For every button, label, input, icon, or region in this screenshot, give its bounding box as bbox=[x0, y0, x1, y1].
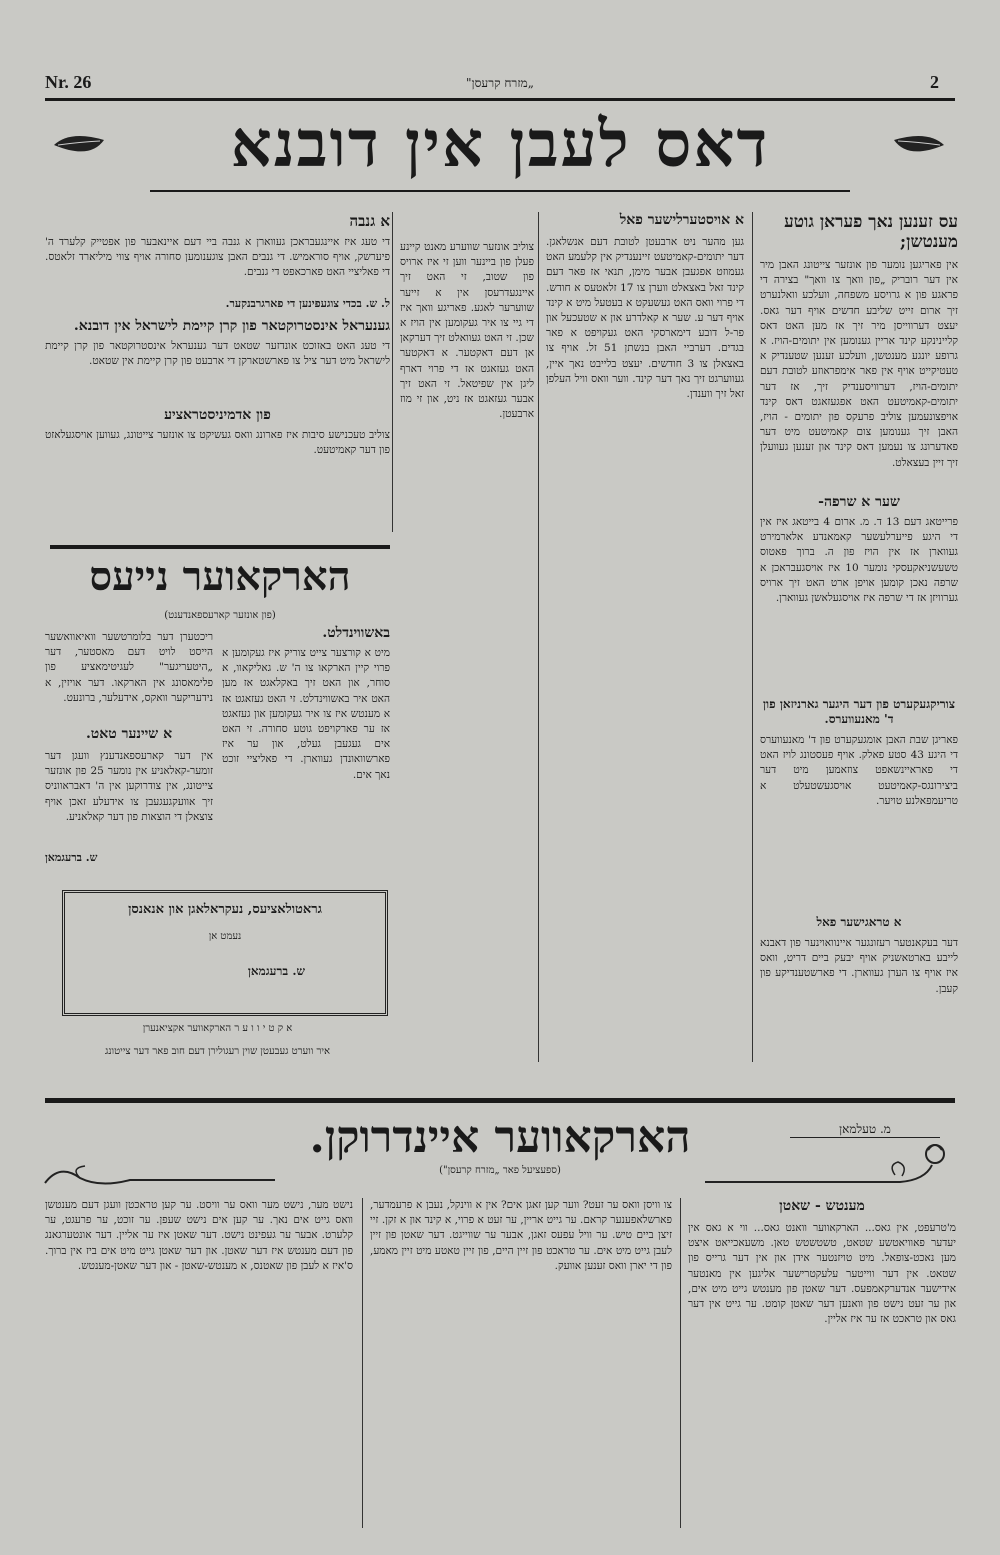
harkav-column-1 bbox=[222, 625, 390, 880]
notice-box-title: גראטולאציעס, נעקראלאגן און אנאנסן bbox=[128, 902, 322, 917]
column-3-body-3: צוליב טעכנישע סיבות איז פארונג וואס געשיקט צו אונזער צייטונג, געווען אויסגעלאזט פון דער קאמיטעט. bbox=[45, 429, 390, 457]
flower-ornament-right-icon bbox=[700, 1140, 960, 1190]
harkav-body: מיט א קורצער צייט צוריק איז געקומען א פרוי קיין הארקאו צו ה' ש. גאליקאוו, א סוחר, און האט זיך באקלאגט אז מען האט איר באשווינדלט. זי האט געזאגט אז א מענטש איז צו איר געקומען און געזאגט אז ער פארקויפט גוטע סחורה. זי האט אים געגעבן געלט, און ער איז פארשוואונדן געווארן. די פאליציי זוכט נאך אים. bbox=[222, 647, 390, 781]
column-rule bbox=[680, 1198, 681, 1528]
column-rule bbox=[392, 212, 393, 532]
notice-box-subtitle: נעמט אן bbox=[208, 931, 242, 942]
harkav-signature: ש. ברעגמאן bbox=[45, 851, 98, 864]
column-1 bbox=[760, 212, 958, 1072]
paper-name: „מזרח קרעסן" bbox=[466, 76, 534, 90]
scroll-ornament-left-icon bbox=[40, 1158, 280, 1188]
lower-author: מ. טעלמאן bbox=[790, 1122, 940, 1138]
column-1-headline: עס זענען נאך פעראן גוטע מענטשן; bbox=[784, 212, 958, 252]
column-1-body: אין פאריגען נומער פון אונזער צייטונג האבן מיר אין דער רובריק „פון וואך צו וואך" בצירה די פראגע פון א גרויסע משפחה, וועלכע וואלנערט זיך ארום זייט שליבע חדשים אויף דער גאס. יעצט דערווייסן מיר זיך אז מען האט דאס קליינינקע קינד אריין גענומען אין יתומים-הויז. א גרופע יונגע מענטשן, וועלכע זענען שטענדיק א טעטיקייט אויף אין פאר אימפראוזע לטובת דעם יתומים-הויז, דערוויסענדיק זיך, אז דער יתומים-קאמיטעט האט אפגעזאגט דאס קינד אויפצונעמען צוליב פרעקס פון יתומים - הויז, האבן זיך גענומען צום קאמיטעט מיט דער פאדערונג צו נעמען דאס קינד און זענען געוועלן זיך זיין בעצאלט. bbox=[760, 259, 958, 469]
leaf-ornament-right-icon bbox=[890, 128, 948, 162]
lower-column-1-body: מ'טרעפט, אין גאס... הארקאווער וואנט גאס... ווי א גאס אין יעדער פאוויאטשע שטאט, טשטשטש טאן. משעאכייאט איצט מען נאכט-צופאל. מיט טויזנטער אידן און אין דער גרייס פון שטאט. אין דער ווייטער עלעקטרישער אליגען אין מאנטער אידישער אנדערקאמפעס. דער שאטן פון מענטש גייט מיט אים, און ער זעט נישט פון וואנען דער שאטן קומט. ער גייט אין דער גאס און טראכט אז ער איז אליין. bbox=[688, 1222, 956, 1326]
column-3-headline-2: גענעראל אינסטרוקטאר פון קרן קיימת לישראל אין דובנא. bbox=[73, 318, 390, 334]
harkav-headline: באשווינדלט. bbox=[322, 625, 390, 641]
harkav-headline-2: א שיינער טאט. bbox=[85, 726, 173, 742]
notice-box bbox=[62, 890, 388, 1016]
column-4 bbox=[400, 240, 534, 1062]
column-3 bbox=[45, 212, 390, 532]
column-1-subhead-3: א טראגישער פאל bbox=[816, 915, 902, 929]
harkav-credit: (פון אונזער קארעספאנדענט) bbox=[164, 610, 276, 621]
harkav-body-2: אין דער קארעספאנדענץ וועגן דער זומער-קאלאניע אין נומער 25 פון אונזער צייטונג, אין צודרוקען אין ה' דאבראווניס זיך אוועקגעגעבן צו אידעלע זאכן אויף צוצאלן די הוצאות פון דער קאלאניע. bbox=[45, 750, 213, 823]
lower-column-3-body: נישט מער, נישט מער וואס ער וויסט. ער קען טראכטן וועגן דעם מענטשן וואס גייט אים נאך. ער קען אים נישט שעפן. ער זוכט, ער פרעגט, ער קלערט. אבער ער געפינט נישט. דער שאטן איז ער אליין. דער אונטערגאנג פון דעם מענטש איז דער שאטן. און דער שאטן גייט מיט אים ביז אין ברוך. ס'איז א לעבן פון שאטנס, א מענטש-שאטן - און דער שאטן-מענטש. bbox=[45, 1199, 353, 1272]
column-1-body-4: דער בעקאנטער רעזונגער איינוואוינער פון דאבנא לייבע בארטאשניק אויף יבעק ביים דריט, וואס איז אויף צו הערן געווארן. די פארשטענדיקע פון קעבן. bbox=[760, 937, 958, 995]
column-3-body: די טעג איז איינגעבראכן געווארן א גנבה ביי דעם איינאבער פון אפטייק קלערד ה' פיערשק, אויף סוראמיש. די גנבים האבן צוגענומען סחורה אויף צווי מיליארד זלאטס. די פאליציי האט פארכאפט די גנבים. bbox=[45, 236, 390, 279]
lower-column-2 bbox=[370, 1198, 672, 1528]
lower-column-2-body: צו וויסן וואס ער זעט? ווער קען זאגן אים? אין א ווינקל, נעבן א פרעמדער, פארשלאפענער קראם. ער גייט אריין, ער זעט א פרוי, א קינד און א זקן. זיי זיצן ביים טיש. ער וויל עפעס זאגן, אבער ער שווייגט. דער שאטן פון זיין לעבן גייט מיט אים. ער טראכט פון זיין היים, פון זיין טאטע מיט זיין מאמע, פון די יארן וואס זענען אוועק. bbox=[370, 1199, 672, 1272]
column-3-body-2: די טעג האט באזוכט אונדזער שטאט דער גענעראל אינסטרוקטאר פון קרן קיימת לישראל מיט דער ציל צו פארשטארקן די ארבעט פון קרן קיימת אין שטאט. bbox=[45, 340, 390, 368]
column-rule bbox=[538, 212, 539, 1062]
column-1-body-3: פאריגן שבת האבן אומגעקערט פון ד' מאנעווערס די היגע 43 סטע פאלק. אויף פעסטונג לויז האט די פאראיינשאפט צוזאמען מיט דער ביצירונגס-קאמיטעט אויסגעשטעלט א טריעמפאלנע טויער. bbox=[760, 734, 958, 807]
page-number: 2 bbox=[930, 72, 939, 92]
harkav-column-2 bbox=[45, 630, 213, 880]
lower-column-1 bbox=[688, 1198, 956, 1528]
column-4-body: צוליב אונזער שווערע מאנט קיינע פעלן פון ביינער ווען זי איז ארויס פון שטוב, זי האט זיך איינגעדרעסן אין א זייער שווערער לאגע. פאריגע וואך איז די גיי צו איר געקומען אין הויז א שכן. זי האט געוואלט זיך דערקאן אן דעם דאקטער. א דאקטער האט געזאגט אז די פרוי דארף ליגן אין שפיטאל. זי האט זיך אבער געזאגט אז ניט, און זי מוז ארבעטן. bbox=[400, 241, 534, 421]
lower-column-1-headline: מענטש - שאטן bbox=[779, 1198, 865, 1214]
lower-column-3 bbox=[45, 1198, 353, 1528]
leaf-ornament-left-icon bbox=[50, 128, 108, 162]
column-1-subhead-2: צוריקגעקערט פון דער היגער גארניזאן פון ד' מאנעווערס. bbox=[763, 697, 955, 726]
column-3-headline-3: פון אדמיניסטראציע bbox=[164, 407, 271, 423]
notice-box-signature: ש. ברעגמאן bbox=[247, 964, 305, 978]
column-2-body: גען מהער ניט ארבעטן לטובת דעם אנשלאגן. דער יתומים-קאמיטעט זיינענדיק אין קלעמע האט געמוזט אפגעבן אבער מימן, תנאי אז פאר דעם קינד זאל באצאלט ווערן צו 17 זלאטעס א חודש. די פרוי וואס האט געשעקט א בעטעל מיט א קינד אויף דער ע. שער א קאלדרע און א שטעכעל און פר-ל דובע דימארסקי האט געקויפט א פאר בגדים. דערביי האבן בנשתן 51 זל. אויף צו באצאלן צו 3 חודשים. יעצט בלייבט נאך איין, געווערגט זיך נאך דער קינד. ווער וואס וויל העלפן זאל זיך ווענדן. bbox=[546, 236, 744, 401]
notice-footnote: איר ווערט געבעטן שוין רעגולירן דעם חוב פאר דער צייטונג bbox=[104, 1046, 331, 1057]
column-rule bbox=[752, 212, 753, 1062]
lower-subtitle: (ספעציעל פאר „מזרח קרעסן") bbox=[439, 1165, 561, 1176]
column-2-headline: א אויסטערלישער פאל bbox=[619, 212, 744, 228]
title-rule bbox=[150, 190, 850, 192]
column-3-headline: א גנבה bbox=[349, 212, 390, 230]
lower-section-rule bbox=[45, 1098, 955, 1103]
column-2 bbox=[546, 212, 744, 1062]
main-title: דאס לעבן אין דובנא bbox=[230, 107, 770, 182]
column-3-signature: ל. ש. בכדי צוגעפינען די פארגרבנקער. bbox=[225, 297, 390, 310]
column-1-subhead: שער א שרפה- bbox=[818, 494, 900, 510]
lower-section-title: הארקאווער איינדרוקן. bbox=[309, 1112, 691, 1163]
column-rule bbox=[362, 1198, 363, 1528]
column-1-body-2: פרייטאג דעם 13 ד. מ. ארום 4 בייטאג איז אין די היגע פייערלעשער קאמאנדע אלארמירט געווארן אז אין הויז פון ה. ברוך פאטוס טשעשניאקעסקי נומער 10 איז אויסגעבראכן א שרפה נאכן קומען אויפן ארט האט זיך ארויס גערוויזן אז די שרפה איז אויסגעלאשן געווארן. bbox=[760, 516, 958, 605]
section-rule bbox=[50, 545, 390, 549]
notice-bottom: א ק ט י ו ו ע ר הארקאווער אקציאנערן bbox=[142, 1023, 293, 1034]
issue-number: Nr. 26 bbox=[45, 72, 92, 92]
harkav-column-2-top: ריכטערן דער בלומרטשער וואיאוואשער הייסט לויט דעם מאסטער, דער „היטעריגער" לעגיטימאציע פון פלימאסונג אין הארקאו. דער אויזין, א נידעריקער וואקס, אידעלער, ברונעט. bbox=[45, 631, 213, 704]
harkav-section-title: הארקאוער נייעס bbox=[89, 553, 351, 600]
